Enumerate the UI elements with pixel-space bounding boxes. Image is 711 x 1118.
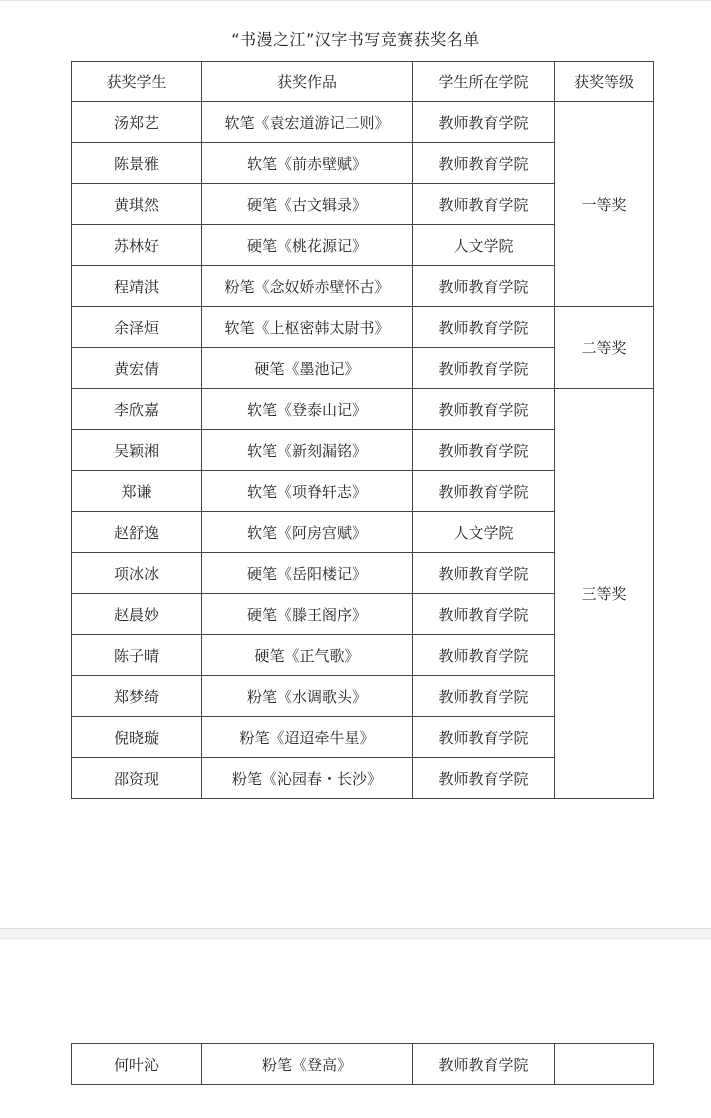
table-row [72, 1044, 654, 1085]
cell-student: 汤郑艺 [72, 102, 202, 143]
awards-table-continued [71, 1043, 654, 1085]
cell-college: 教师教育学院 [413, 1044, 555, 1085]
cell-student: 黄宏倩 [72, 348, 202, 389]
cell-work: 硬笔《正气歌》 [202, 635, 413, 676]
cell-student: 项冰冰 [72, 553, 202, 594]
cell-student: 苏林好 [72, 225, 202, 266]
cell-student: 郑梦绮 [72, 676, 202, 717]
header-student: 获奖学生 [72, 62, 202, 102]
cell-work: 软笔《前赤壁赋》 [202, 143, 413, 184]
cell-college: 教师教育学院 [413, 471, 555, 512]
cell-college: 人文学院 [413, 225, 555, 266]
page-title: “书漫之江”汉字书写竞赛获奖名单 [231, 30, 480, 49]
cell-work: 粉笔《水调歌头》 [202, 676, 413, 717]
cell-college: 教师教育学院 [413, 389, 555, 430]
cell-work: 软笔《上枢密韩太尉书》 [202, 307, 413, 348]
cell-college: 教师教育学院 [413, 307, 555, 348]
cell-student: 倪晓璇 [72, 717, 202, 758]
awards-table [71, 61, 654, 799]
header-work: 获奖作品 [202, 62, 413, 102]
cell-college: 教师教育学院 [413, 758, 555, 799]
cell-work: 软笔《项脊轩志》 [202, 471, 413, 512]
cell-student: 赵晨妙 [72, 594, 202, 635]
cell-work: 硬笔《滕王阁序》 [202, 594, 413, 635]
cell-college: 教师教育学院 [413, 184, 555, 225]
cell-level-second: 二等奖 [555, 307, 654, 389]
cell-student: 黄琪然 [72, 184, 202, 225]
cell-level-third: 三等奖 [555, 389, 654, 799]
cell-student: 邵资现 [72, 758, 202, 799]
cell-college: 教师教育学院 [413, 143, 555, 184]
cell-student: 郑谦 [72, 471, 202, 512]
document-page-2 [0, 938, 711, 1118]
cell-level-first: 一等奖 [555, 102, 654, 307]
page-break [0, 928, 711, 938]
cell-college: 教师教育学院 [413, 348, 555, 389]
cell-college: 教师教育学院 [413, 635, 555, 676]
cell-work: 粉笔《沁园春・长沙》 [202, 758, 413, 799]
cell-student: 程靖淇 [72, 266, 202, 307]
cell-college: 教师教育学院 [413, 553, 555, 594]
table-row [72, 102, 654, 143]
cell-work: 硬笔《古文辑录》 [202, 184, 413, 225]
cell-work: 软笔《阿房宫赋》 [202, 512, 413, 553]
cell-student: 何叶沁 [72, 1044, 202, 1085]
cell-work: 软笔《登泰山记》 [202, 389, 413, 430]
header-college: 学生所在学院 [413, 62, 555, 102]
header-level: 获奖等级 [555, 62, 654, 102]
cell-student: 李欣嘉 [72, 389, 202, 430]
table-header-row [72, 62, 654, 102]
cell-student: 陈景雅 [72, 143, 202, 184]
cell-student: 赵舒逸 [72, 512, 202, 553]
cell-college: 教师教育学院 [413, 102, 555, 143]
cell-college: 人文学院 [413, 512, 555, 553]
cell-college: 教师教育学院 [413, 430, 555, 471]
cell-college: 教师教育学院 [413, 717, 555, 758]
cell-level [555, 1044, 654, 1085]
cell-work: 粉笔《迢迢牵牛星》 [202, 717, 413, 758]
cell-work: 硬笔《墨池记》 [202, 348, 413, 389]
cell-college: 教师教育学院 [413, 266, 555, 307]
cell-work: 硬笔《桃花源记》 [202, 225, 413, 266]
cell-work: 粉笔《念奴娇赤壁怀古》 [202, 266, 413, 307]
cell-work: 硬笔《岳阳楼记》 [202, 553, 413, 594]
cell-college: 教师教育学院 [413, 594, 555, 635]
cell-student: 陈子晴 [72, 635, 202, 676]
cell-student: 吴颖湘 [72, 430, 202, 471]
cell-student: 余泽烜 [72, 307, 202, 348]
table-row [72, 389, 654, 430]
table-row [72, 307, 654, 348]
cell-work: 软笔《新刻漏铭》 [202, 430, 413, 471]
cell-work: 粉笔《登高》 [202, 1044, 413, 1085]
cell-work: 软笔《袁宏道游记二则》 [202, 102, 413, 143]
cell-college: 教师教育学院 [413, 676, 555, 717]
